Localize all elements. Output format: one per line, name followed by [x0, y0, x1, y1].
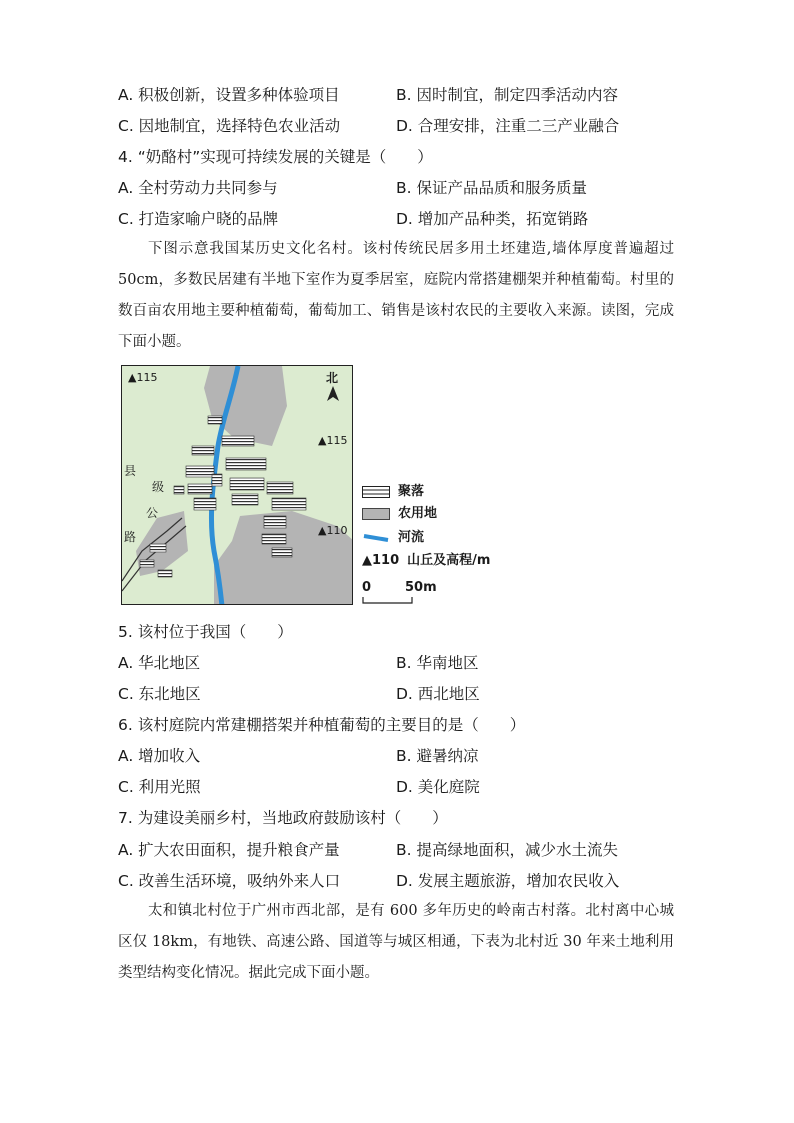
q6-option-d: D. 美化庭院 [396, 778, 480, 796]
peak-label-topleft: ▲115 [128, 371, 158, 384]
q6-option-b: B. 避暑纳凉 [396, 747, 479, 765]
q6-option-a: A. 增加收入 [118, 747, 201, 765]
legend-settlement [362, 484, 424, 501]
q5-option-c: C. 东北地区 [118, 685, 201, 703]
q4-stem: 4. “奶酪村”实现可持续发展的关键是（ ） [118, 148, 433, 166]
q7-option-b: B. 提高绿地面积，减少水土流失 [396, 841, 618, 859]
q5-option-b: B. 华南地区 [396, 654, 479, 672]
passage-village-text: 下图示意我国某历史文化名村。该村传统民居多用土坯建造,墙体厚度普遍超过50cm，多数民居建有半地下室作为夏季居室，庭院内常搭建棚架并种植葡萄。村里的数百亩农用地主要种植葡萄，葡萄加工、销售是该村农民的主要收入来源。读图，完成下面小题。 [118, 241, 674, 350]
farmland-symbol-icon [362, 508, 390, 520]
q3-option-b: B. 因时制宜，制定四季活动内容 [396, 86, 618, 104]
legend-hill-label: 山丘及高程/m [407, 553, 491, 568]
q6-stem: 6. 该村庭院内常建棚搭架并种植葡萄的主要目的是（ ） [118, 716, 526, 734]
q5-option-d: D. 西北地区 [396, 685, 480, 703]
legend-hill-symbol: ▲110 [362, 553, 400, 568]
scale-bar-icon [362, 597, 414, 605]
legend-hill [362, 553, 490, 570]
q5-stem: 5. 该村位于我国（ ） [118, 623, 293, 641]
q4-option-a: A. 全村劳动力共同参与 [118, 179, 278, 197]
settlement-symbol-icon [362, 486, 390, 498]
legend-river [362, 530, 424, 547]
q7-option-a: A. 扩大农田面积，提升粮食产量 [118, 841, 340, 859]
q4-option-c: C. 打造家喻户晓的品牌 [118, 210, 279, 228]
scale-distance: 50m [405, 580, 437, 595]
river-symbol-icon [362, 532, 390, 544]
legend-settlement-label: 聚落 [398, 484, 425, 499]
legend-farmland [362, 506, 437, 523]
q7-option-d: D. 发展主题旅游，增加农民收入 [396, 872, 620, 890]
peak-label-right-lower: ▲110 [318, 524, 348, 537]
north-arrow-icon [326, 386, 340, 402]
legend-farmland-label: 农用地 [398, 506, 438, 521]
village-map [121, 365, 353, 605]
road-label-1: 县 [124, 464, 137, 478]
scale-zero: 0 [362, 580, 372, 595]
q3-option-c: C. 因地制宜，选择特色农业活动 [118, 117, 341, 135]
q4-option-b: B. 保证产品品质和服务质量 [396, 179, 587, 197]
passage-beicun-text: 太和镇北村位于广州市西北部，是有 600 多年历史的岭南古村落。北村离中心城区仅 18km，有地铁、高速公路、国道等与城区相通，下表为北村近 30 年来土地利用类型结构变化情况。据此完成下面小题。 [118, 903, 674, 981]
road-label-3: 公 [146, 506, 159, 520]
passage-beicun [118, 896, 674, 989]
q7-stem: 7. 为建设美丽乡村，当地政府鼓励该村（ ） [118, 809, 448, 827]
q5-option-a: A. 华北地区 [118, 654, 201, 672]
q3-option-d: D. 合理安排，注重二三产业融合 [396, 117, 620, 135]
q7-option-c: C. 改善生活环境，吸纳外来人口 [118, 872, 341, 890]
passage-village [118, 234, 674, 358]
legend-river-label: 河流 [398, 530, 425, 545]
q3-option-a: A. 积极创新，设置多种体验项目 [118, 86, 340, 104]
road-label-4: 路 [124, 530, 137, 544]
q4-option-d: D. 增加产品种类，拓宽销路 [396, 210, 589, 228]
north-label: 北 [326, 371, 339, 385]
peak-label-right-upper: ▲115 [318, 434, 348, 447]
road-label-2: 级 [152, 480, 165, 494]
q6-option-c: C. 利用光照 [118, 778, 201, 796]
